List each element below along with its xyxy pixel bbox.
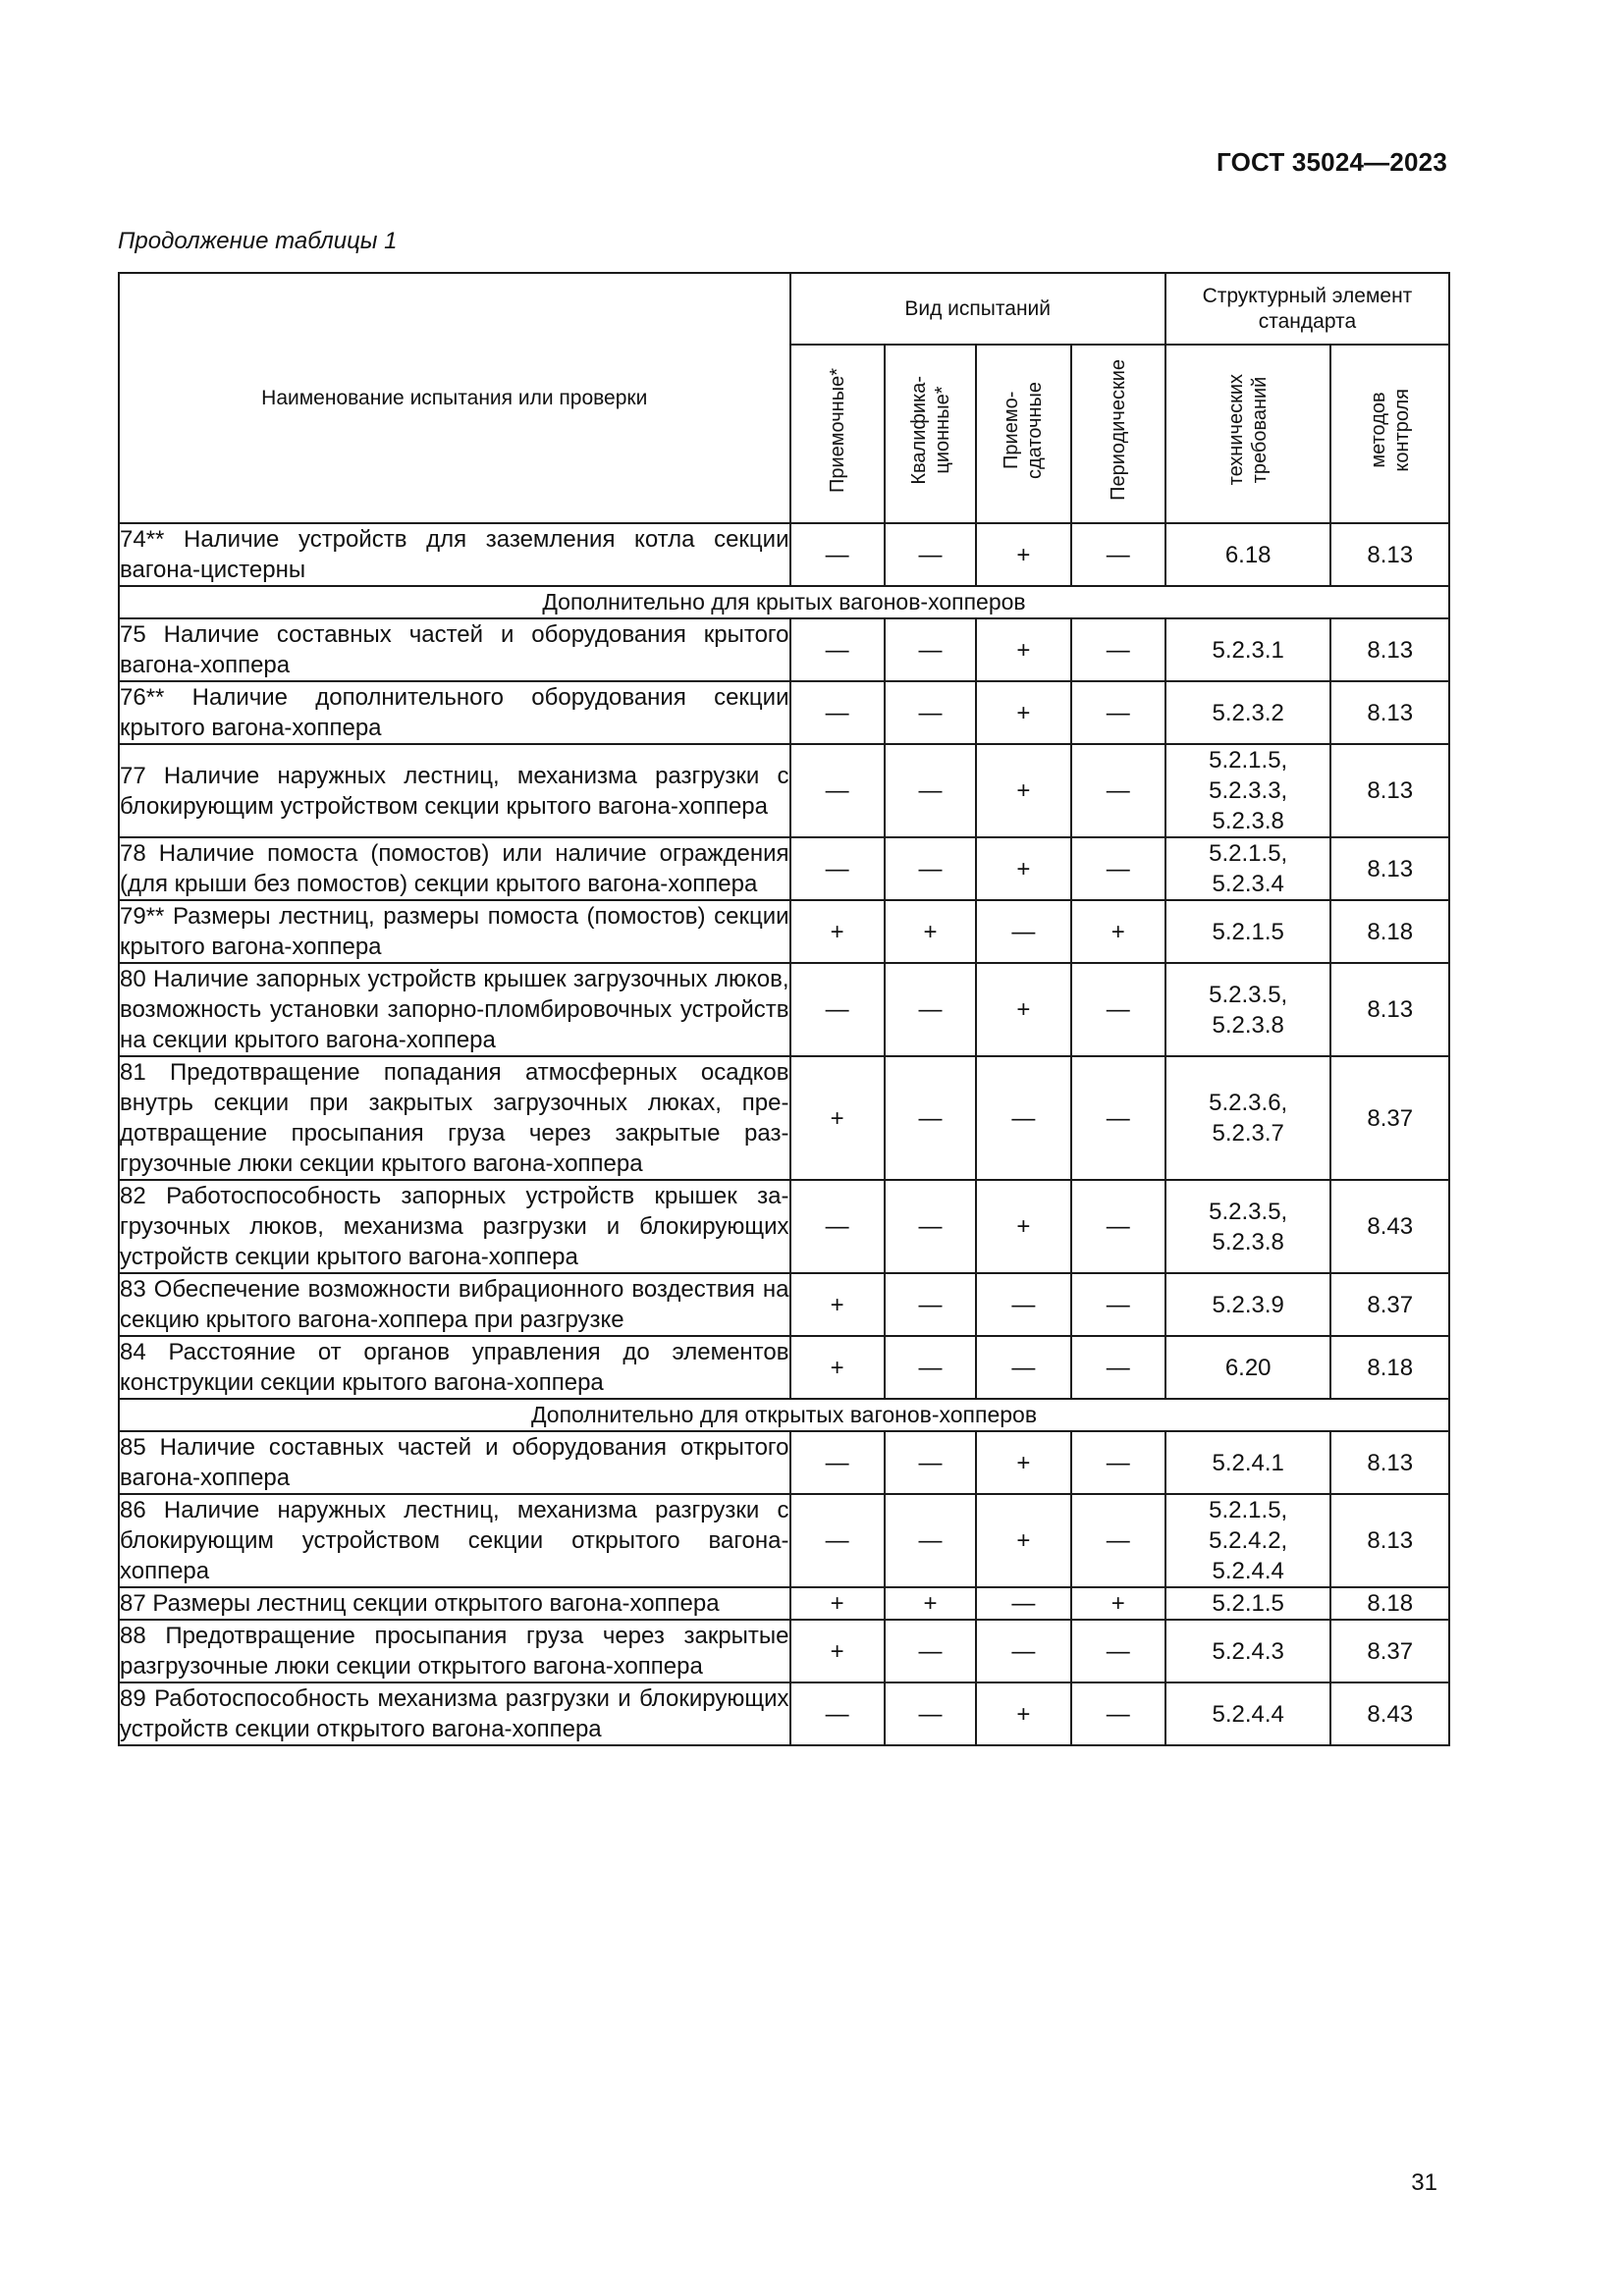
tech-requirements-cell: 5.2.3.6, 5.2.3.7 <box>1165 1056 1331 1180</box>
header-periodic-label: Периодические <box>1107 359 1129 501</box>
control-methods-cell: 8.18 <box>1330 1336 1449 1399</box>
test-name-cell: 80 Наличие запорных устройств крышек загрузочных люков, возможность установки запорно-пломбировочных устройств на секции крытого вагона-хоппера <box>119 963 790 1056</box>
delivery-cell: — <box>976 900 1070 963</box>
header-test-name: Наименование испытания или проверки <box>119 273 790 523</box>
delivery-cell: + <box>976 523 1070 586</box>
header-periodic <box>1071 345 1165 523</box>
periodic-cell: — <box>1071 1336 1165 1399</box>
qualification-cell: + <box>885 900 976 963</box>
qualification-cell: — <box>885 744 976 837</box>
periodic-cell: — <box>1071 837 1165 900</box>
qualification-cell: — <box>885 1336 976 1399</box>
acceptance-cell: — <box>790 1494 885 1587</box>
periodic-cell: — <box>1071 1431 1165 1494</box>
header-tech-requirements-label: технических требований <box>1225 374 1272 486</box>
test-name-cell: 81 Предотвращение попадания атмосферных осадков внутрь секции при закрытых загрузочных люках, предотвращение просыпания груза через закрытые разгрузочные люки секции крытого вагона-хоппера <box>119 1056 790 1180</box>
qualification-cell: — <box>885 1494 976 1587</box>
qualification-cell: — <box>885 681 976 744</box>
table-row <box>119 1336 1449 1399</box>
section-row <box>119 1399 1449 1431</box>
tech-requirements-cell: 5.2.1.5 <box>1165 900 1331 963</box>
control-methods-cell: 8.37 <box>1330 1273 1449 1336</box>
control-methods-cell: 8.13 <box>1330 618 1449 681</box>
qualification-cell: — <box>885 1620 976 1682</box>
delivery-cell: — <box>976 1336 1070 1399</box>
test-name-cell: 86 Наличие наружных лестниц, механизма разгрузки с блокирующим устройством секции открытого вагона-хоппера <box>119 1494 790 1587</box>
tech-requirements-cell: 5.2.1.5, 5.2.4.2, 5.2.4.4 <box>1165 1494 1331 1587</box>
delivery-cell: + <box>976 1682 1070 1745</box>
header-acceptance-label: Приемочные* <box>826 367 848 493</box>
delivery-cell: — <box>976 1273 1070 1336</box>
test-name-cell: 75 Наличие составных частей и оборудования крытого вагона-хоппера <box>119 618 790 681</box>
acceptance-cell: + <box>790 1273 885 1336</box>
tech-requirements-cell: 5.2.1.5, 5.2.3.4 <box>1165 837 1331 900</box>
header-row-top <box>119 273 1449 345</box>
control-methods-cell: 8.18 <box>1330 1587 1449 1620</box>
test-name-cell: 77 Наличие наружных лестниц, механизма разгрузки с блокирующим устройством секции крытого вагона-хоппера <box>119 744 790 837</box>
header-test-types: Вид испытаний <box>790 273 1165 345</box>
test-name-cell: 78 Наличие помоста (помостов) или наличие ограждения (для крыши без помостов) секции крытого вагона-хоппера <box>119 837 790 900</box>
table-row <box>119 744 1449 837</box>
table-row <box>119 963 1449 1056</box>
control-methods-cell: 8.13 <box>1330 1431 1449 1494</box>
table-row <box>119 681 1449 744</box>
header-standard-element: Структурный элемент стандарта <box>1165 273 1449 345</box>
qualification-cell: — <box>885 963 976 1056</box>
table-body <box>119 523 1449 1745</box>
header-control-methods-label: методов контроля <box>1367 388 1413 472</box>
test-name-cell: 87 Размеры лестниц секции открытого вагона-хоппера <box>119 1587 790 1620</box>
table-row <box>119 1587 1449 1620</box>
control-methods-cell: 8.43 <box>1330 1682 1449 1745</box>
section-title: Дополнительно для крытых вагонов-хопперов <box>119 586 1449 618</box>
periodic-cell: — <box>1071 963 1165 1056</box>
acceptance-cell: — <box>790 1431 885 1494</box>
acceptance-cell: + <box>790 900 885 963</box>
periodic-cell: — <box>1071 1056 1165 1180</box>
qualification-cell: — <box>885 1273 976 1336</box>
table-row <box>119 1431 1449 1494</box>
acceptance-cell: + <box>790 1620 885 1682</box>
test-name-cell: 85 Наличие составных частей и оборудования открытого вагона-хоппера <box>119 1431 790 1494</box>
periodic-cell: — <box>1071 1494 1165 1587</box>
tech-requirements-cell: 6.18 <box>1165 523 1331 586</box>
delivery-cell: — <box>976 1056 1070 1180</box>
test-table <box>118 272 1450 1746</box>
tech-requirements-cell: 5.2.4.3 <box>1165 1620 1331 1682</box>
acceptance-cell: — <box>790 963 885 1056</box>
page-number: 31 <box>1411 2169 1437 2196</box>
control-methods-cell: 8.13 <box>1330 744 1449 837</box>
table-row <box>119 618 1449 681</box>
acceptance-cell: — <box>790 1180 885 1273</box>
acceptance-cell: — <box>790 1682 885 1745</box>
acceptance-cell: + <box>790 1336 885 1399</box>
tech-requirements-cell: 5.2.3.2 <box>1165 681 1331 744</box>
control-methods-cell: 8.13 <box>1330 1494 1449 1587</box>
qualification-cell: — <box>885 837 976 900</box>
qualification-cell: + <box>885 1587 976 1620</box>
test-name-cell: 76** Наличие дополнительного оборудования секции крытого вагона-хоппера <box>119 681 790 744</box>
periodic-cell: — <box>1071 681 1165 744</box>
tech-requirements-cell: 5.2.3.1 <box>1165 618 1331 681</box>
periodic-cell: + <box>1071 1587 1165 1620</box>
control-methods-cell: 8.13 <box>1330 523 1449 586</box>
test-name-cell: 83 Обеспечение возможности вибрационного воздествия на секцию крытого вагона-хоппера при разгрузке <box>119 1273 790 1336</box>
periodic-cell: — <box>1071 744 1165 837</box>
table-row <box>119 523 1449 586</box>
delivery-cell: + <box>976 1431 1070 1494</box>
qualification-cell: — <box>885 618 976 681</box>
table-row <box>119 1056 1449 1180</box>
control-methods-cell: 8.13 <box>1330 963 1449 1056</box>
delivery-cell: + <box>976 744 1070 837</box>
delivery-cell: + <box>976 618 1070 681</box>
qualification-cell: — <box>885 1431 976 1494</box>
table-row <box>119 1180 1449 1273</box>
table-row <box>119 837 1449 900</box>
test-name-cell: 89 Работоспособность механизма разгрузки и блокирующих устройств секции открытого вагона-хоппера <box>119 1682 790 1745</box>
section-title: Дополнительно для открытых вагонов-хопперов <box>119 1399 1449 1431</box>
delivery-cell: — <box>976 1620 1070 1682</box>
delivery-cell: + <box>976 681 1070 744</box>
delivery-cell: — <box>976 1587 1070 1620</box>
delivery-cell: + <box>976 1180 1070 1273</box>
tech-requirements-cell: 5.2.3.9 <box>1165 1273 1331 1336</box>
document-code: ГОСТ 35024—2023 <box>1217 147 1447 177</box>
acceptance-cell: — <box>790 744 885 837</box>
acceptance-cell: — <box>790 837 885 900</box>
periodic-cell: — <box>1071 1682 1165 1745</box>
tech-requirements-cell: 5.2.4.4 <box>1165 1682 1331 1745</box>
tech-requirements-cell: 6.20 <box>1165 1336 1331 1399</box>
delivery-cell: + <box>976 1494 1070 1587</box>
test-name-cell: 82 Работоспособность запорных устройств крышек загрузочных люков, механизма разгрузки и блокирующих устройств секции крытого вагона-хоппера <box>119 1180 790 1273</box>
tech-requirements-cell: 5.2.4.1 <box>1165 1431 1331 1494</box>
periodic-cell: — <box>1071 618 1165 681</box>
acceptance-cell: + <box>790 1587 885 1620</box>
table-row <box>119 1494 1449 1587</box>
tech-requirements-cell: 5.2.1.5 <box>1165 1587 1331 1620</box>
test-name-cell: 84 Расстояние от органов управления до элементов конструкции секции крытого вагона-хоппера <box>119 1336 790 1399</box>
qualification-cell: — <box>885 1180 976 1273</box>
periodic-cell: — <box>1071 1273 1165 1336</box>
control-methods-cell: 8.37 <box>1330 1620 1449 1682</box>
control-methods-cell: 8.13 <box>1330 681 1449 744</box>
control-methods-cell: 8.37 <box>1330 1056 1449 1180</box>
header-control-methods <box>1330 345 1449 523</box>
delivery-cell: + <box>976 963 1070 1056</box>
table-row <box>119 1682 1449 1745</box>
section-row <box>119 586 1449 618</box>
acceptance-cell: — <box>790 523 885 586</box>
test-name-cell: 79** Размеры лестниц, размеры помоста (помостов) секции крытого вагона-хоппера <box>119 900 790 963</box>
header-tech-requirements <box>1165 345 1331 523</box>
test-name-cell: 88 Предотвращение просыпания груза через закрытые разгрузочные люки секции открытого вагона-хоппера <box>119 1620 790 1682</box>
acceptance-cell: — <box>790 618 885 681</box>
control-methods-cell: 8.13 <box>1330 837 1449 900</box>
periodic-cell: — <box>1071 1180 1165 1273</box>
table-row <box>119 900 1449 963</box>
tech-requirements-cell: 5.2.3.5, 5.2.3.8 <box>1165 963 1331 1056</box>
qualification-cell: — <box>885 1056 976 1180</box>
header-qualification-label: Квалифика- ционные* <box>907 375 953 485</box>
periodic-cell: — <box>1071 523 1165 586</box>
header-acceptance <box>790 345 885 523</box>
control-methods-cell: 8.43 <box>1330 1180 1449 1273</box>
table-row <box>119 1273 1449 1336</box>
table-row <box>119 1620 1449 1682</box>
control-methods-cell: 8.18 <box>1330 900 1449 963</box>
header-delivery-label: Приемо- сдаточные <box>1001 381 1047 479</box>
acceptance-cell: — <box>790 681 885 744</box>
periodic-cell: — <box>1071 1620 1165 1682</box>
acceptance-cell: + <box>790 1056 885 1180</box>
tech-requirements-cell: 5.2.3.5, 5.2.3.8 <box>1165 1180 1331 1273</box>
test-name-cell: 74** Наличие устройств для заземления котла секции вагона-цистерны <box>119 523 790 586</box>
delivery-cell: + <box>976 837 1070 900</box>
header-qualification <box>885 345 976 523</box>
qualification-cell: — <box>885 1682 976 1745</box>
table-caption: Продолжение таблицы 1 <box>118 228 398 254</box>
periodic-cell: + <box>1071 900 1165 963</box>
tech-requirements-cell: 5.2.1.5, 5.2.3.3, 5.2.3.8 <box>1165 744 1331 837</box>
header-delivery <box>976 345 1070 523</box>
qualification-cell: — <box>885 523 976 586</box>
